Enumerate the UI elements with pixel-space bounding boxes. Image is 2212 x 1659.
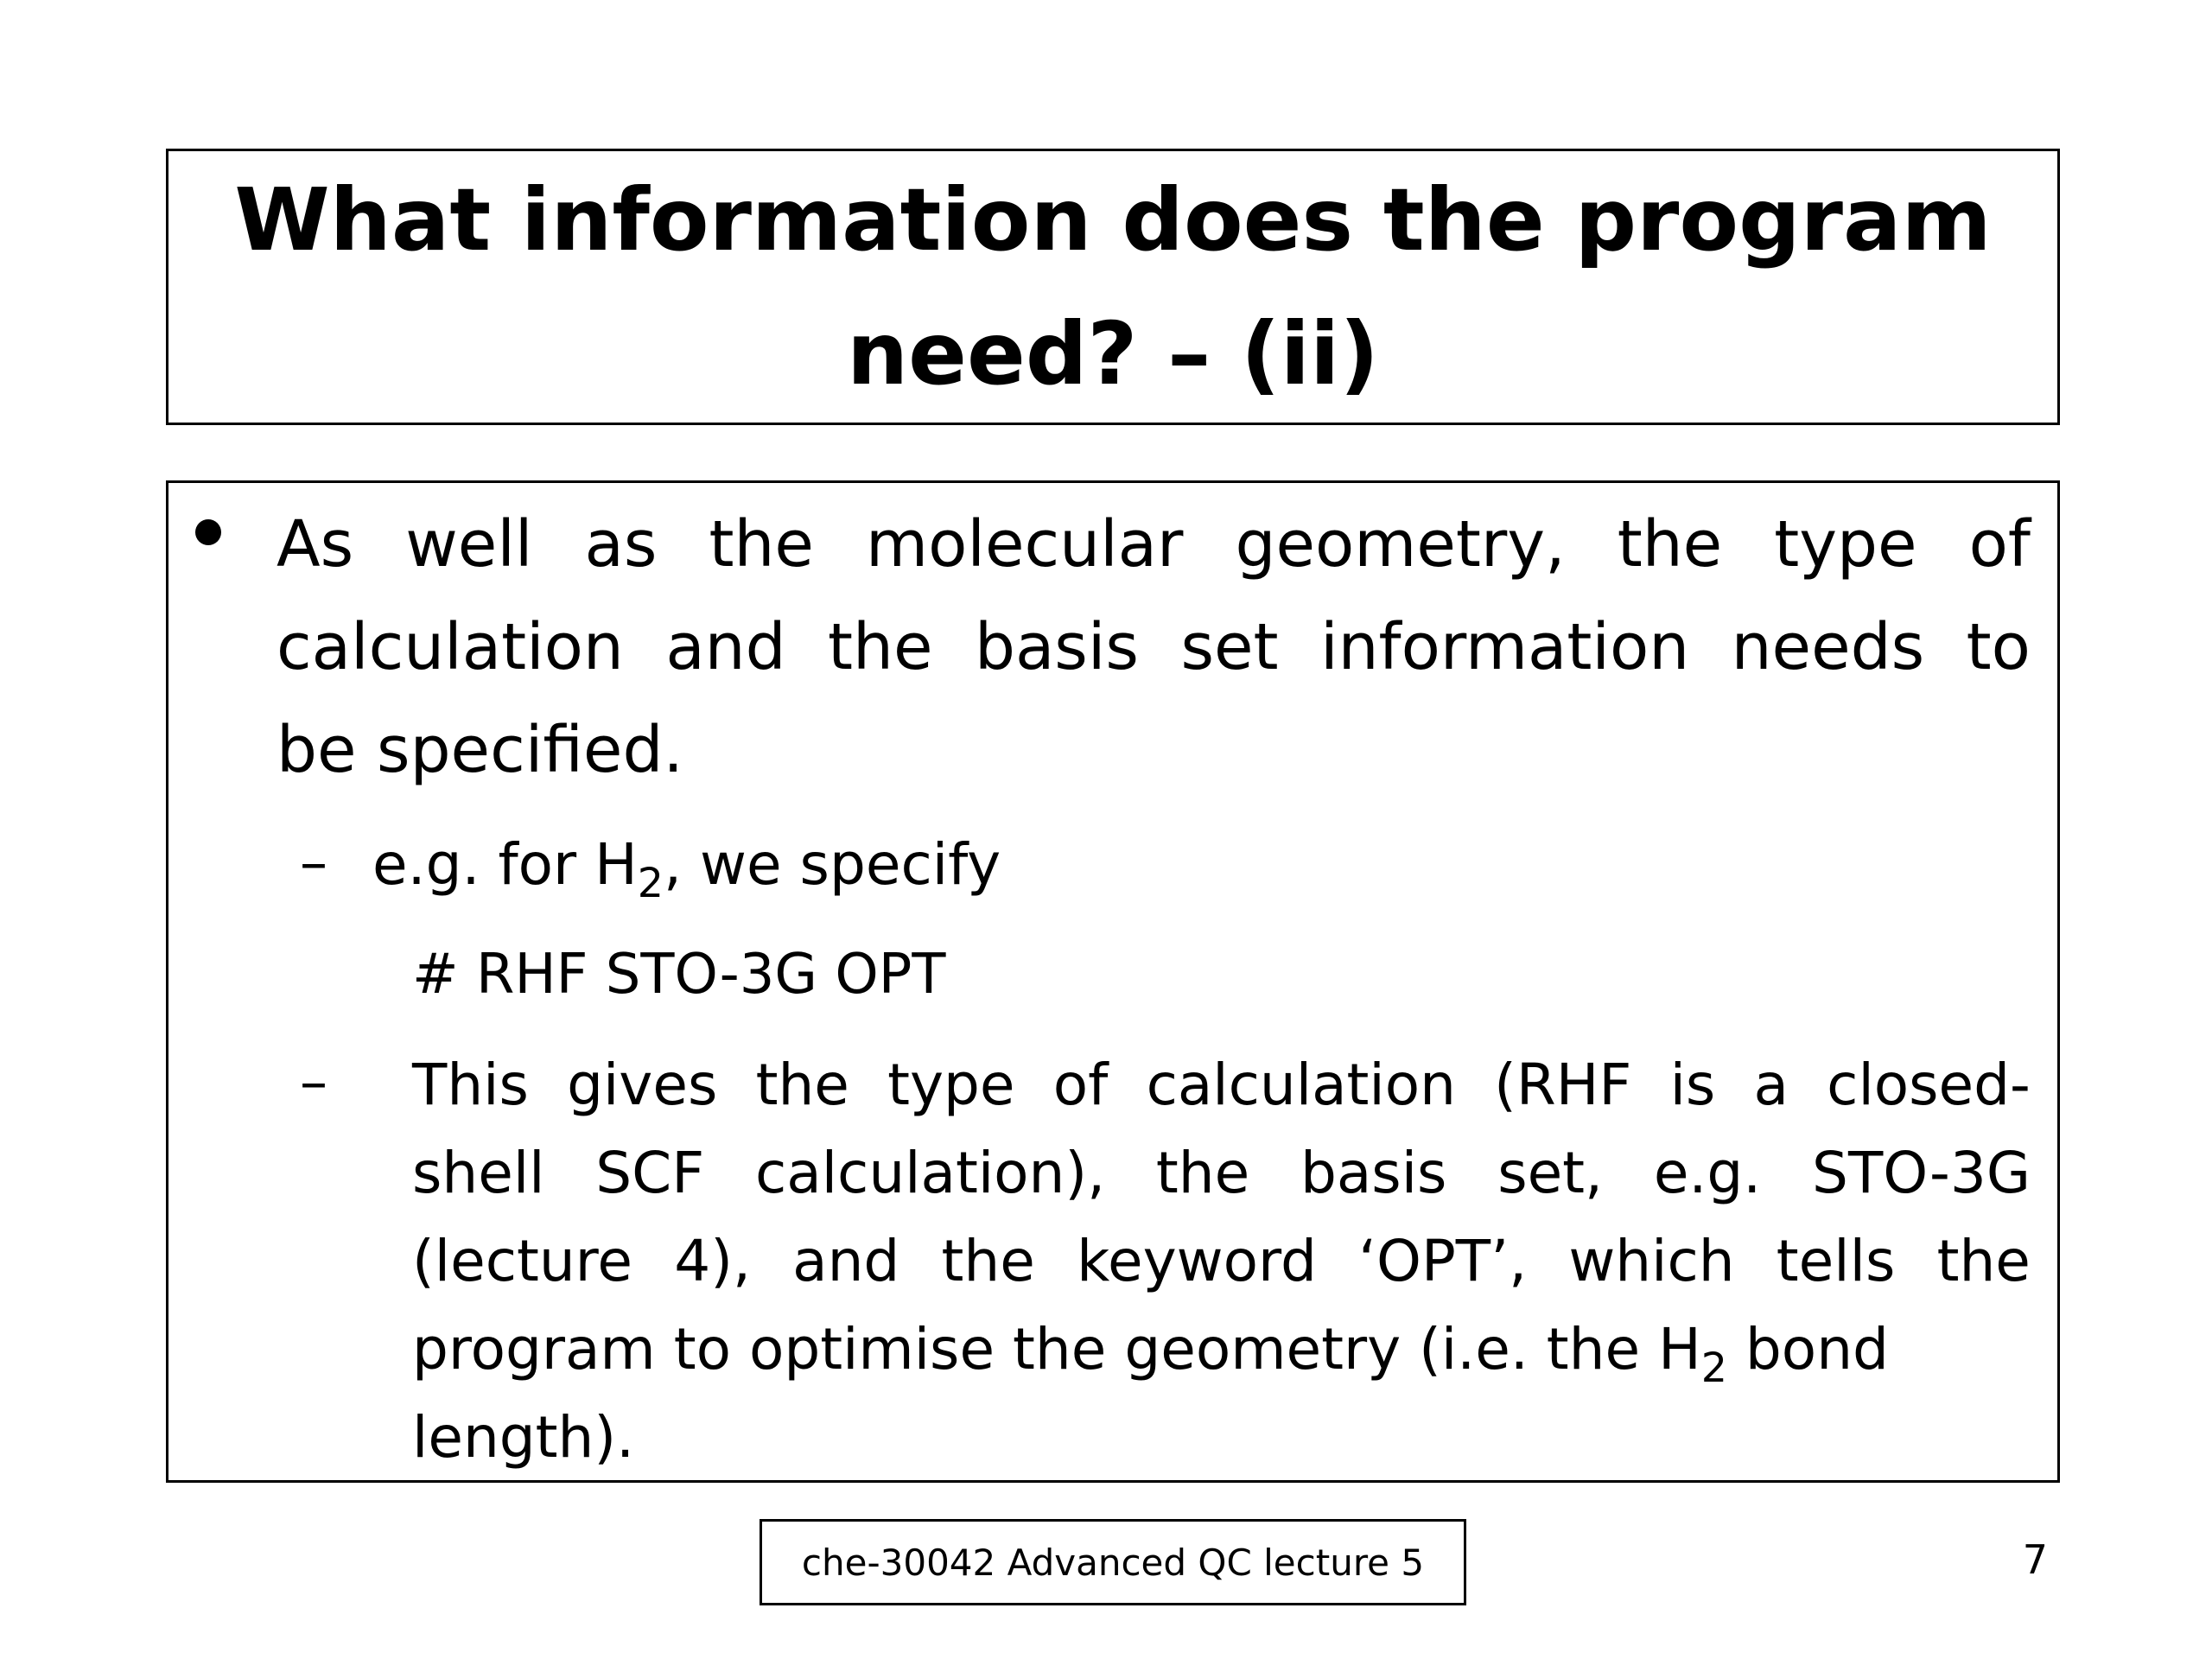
slide-title-line-1: What information does the program — [234, 169, 1992, 270]
word: set, — [1497, 1140, 1604, 1206]
word: type — [887, 1052, 1015, 1118]
word: the — [941, 1228, 1035, 1294]
sub-bullet-2-line-4-before: program to optimise the geometry (i.e. the H — [412, 1316, 1701, 1382]
word: geometry, — [1235, 507, 1566, 582]
word: needs — [1731, 610, 1925, 684]
word: SCF — [595, 1140, 705, 1206]
bullet-1-line-2 — [276, 604, 2031, 690]
word: the — [1155, 1140, 1250, 1206]
word: keyword — [1077, 1228, 1317, 1294]
word: the — [709, 507, 814, 582]
word: type — [1774, 507, 1917, 582]
word: e.g. — [1653, 1140, 1762, 1206]
word: the — [1936, 1228, 2031, 1294]
word: This — [412, 1052, 529, 1118]
word: well — [405, 507, 533, 582]
word: the — [755, 1052, 849, 1118]
word: which — [1568, 1228, 1735, 1294]
sub-bullet-2-line-1 — [412, 1041, 2031, 1129]
slide-content — [166, 480, 2060, 1483]
sub-bullet-2-line-4 — [412, 1306, 2031, 1394]
word: molecular — [866, 507, 1184, 582]
word: (lecture — [412, 1228, 632, 1294]
word: the — [1617, 507, 1723, 582]
sub-bullet-1-text-after: , we specify — [664, 831, 1001, 898]
word: information — [1320, 610, 1690, 684]
word: As — [276, 507, 354, 582]
sub-bullet-2-line-4-after: bond — [1726, 1316, 1889, 1382]
word: of — [1968, 507, 2031, 582]
word: is — [1669, 1052, 1716, 1118]
word: STO-3G — [1812, 1140, 2031, 1206]
sub-bullet-1-dash: – — [300, 831, 327, 895]
word: and — [792, 1228, 900, 1294]
bullet-1-line-1 — [276, 501, 2031, 588]
word: set — [1180, 610, 1279, 684]
bullet-1-line-3: be specified. — [276, 713, 683, 787]
word: shell — [412, 1140, 545, 1206]
word: calculation — [276, 610, 624, 684]
word: as — [584, 507, 658, 582]
sub-bullet-2-line-5: length). — [412, 1404, 635, 1471]
sub-bullet-1-text-before: e.g. for H — [372, 831, 638, 898]
word: tells — [1776, 1228, 1896, 1294]
word: 4), — [674, 1228, 751, 1294]
h2-subscript: 2 — [1700, 1344, 1727, 1393]
word: calculation — [1146, 1052, 1456, 1118]
word: of — [1052, 1052, 1109, 1118]
word: closed- — [1827, 1052, 2031, 1118]
slide-title-line-2: need? – (ii) — [846, 303, 1379, 404]
word: the — [828, 610, 933, 684]
sub-bullet-1-subscript: 2 — [637, 860, 664, 908]
word: ‘OPT’, — [1358, 1228, 1528, 1294]
word: basis — [974, 610, 1139, 684]
sub-bullet-2-dash: – — [300, 1051, 327, 1115]
page-number: 7 — [2022, 1536, 2048, 1583]
word: a — [1753, 1052, 1789, 1118]
slide-footer: che-30042 Advanced QC lecture 5 — [760, 1519, 1466, 1605]
word: (RHF — [1494, 1052, 1632, 1118]
code-line: # RHF STO-3G OPT — [412, 943, 946, 1007]
slide-title — [166, 149, 2060, 425]
word: to — [1966, 610, 2031, 684]
word: and — [665, 610, 786, 684]
sub-bullet-2-line-3 — [412, 1217, 2031, 1306]
word: calculation), — [754, 1140, 1106, 1206]
sub-bullet-2-line-2 — [412, 1129, 2031, 1217]
word: basis — [1300, 1140, 1447, 1206]
sub-bullet-1-text — [372, 822, 1001, 908]
bullet-dot-icon — [195, 519, 221, 545]
word: gives — [567, 1052, 718, 1118]
